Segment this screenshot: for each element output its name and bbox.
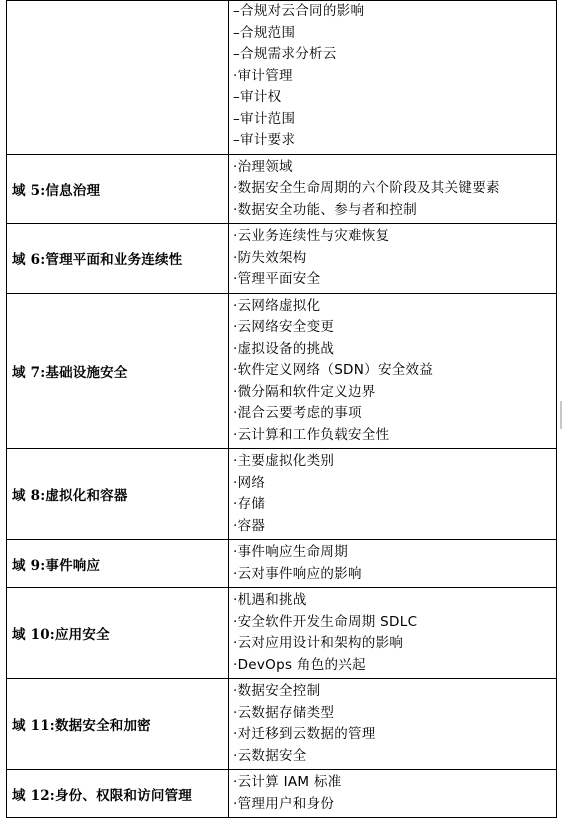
topic-item: ·数据安全生命周期的六个阶段及其关键要素: [233, 180, 500, 196]
topic-item: ·软件定义网络（SDN）安全效益: [233, 362, 434, 378]
topic-item: ·防失效架构: [233, 249, 307, 266]
topic-item: –审计范围: [233, 110, 296, 127]
table-row-continued: [7, 1, 557, 155]
domain-cell: [7, 449, 229, 540]
topic-item: ·治理领域: [233, 158, 293, 175]
topic-item: ·安全软件开发生命周期 SDLC: [233, 613, 418, 630]
topic-item: ·云数据存储类型: [233, 704, 335, 721]
domains-table: [6, 0, 557, 818]
table-row-domain-10: [7, 588, 557, 679]
topic-item: ·机遇和挑战: [233, 592, 307, 608]
topic-item: ·云计算 IAM 标准: [233, 774, 342, 790]
table-row-domain-9: [7, 540, 557, 588]
topic-item: ·数据安全功能、参与者和控制: [233, 201, 417, 218]
topics-cell: [229, 540, 557, 588]
topic-item: ·云对应用设计和架构的影响: [233, 635, 404, 651]
topics-cell: [229, 1, 557, 155]
domain-name: 域 5:信息治理: [12, 182, 101, 199]
topic-item: ·管理用户和身份: [233, 795, 335, 812]
domain-name: 域 7:基础设施安全: [12, 364, 128, 381]
domain-cell: [7, 588, 229, 679]
topic-item: ·DevOps 角色的兴起: [233, 656, 366, 673]
topic-item: ·对迁移到云数据的管理: [233, 726, 376, 742]
table-row-domain-5: [7, 154, 557, 224]
topic-item: ·云数据安全: [233, 747, 307, 764]
domain-name: 域 10:应用安全: [12, 627, 110, 643]
topic-item: ·容器: [233, 517, 266, 534]
domain-name: 域 8:虚拟化和容器: [12, 488, 128, 504]
topic-item: ·网络: [233, 474, 266, 491]
topics-cell: [229, 588, 557, 679]
topics-cell: [229, 679, 557, 770]
topic-item: ·审计管理: [233, 67, 293, 84]
table-row-domain-8: [7, 449, 557, 540]
topics-cell: [229, 293, 557, 449]
topics-cell: [229, 154, 557, 224]
topic-item: ·云计算和工作负载安全性: [233, 426, 390, 443]
topic-item: ·微分隔和软件定义边界: [233, 383, 376, 400]
table-row-domain-11: [7, 679, 557, 770]
topic-item: ·事件响应生命周期: [233, 544, 348, 560]
table-row-domain-12: [7, 770, 557, 818]
topic-item: –审计权: [233, 89, 282, 105]
topic-item: ·主要虚拟化类别: [233, 453, 335, 469]
domain-cell: [7, 154, 229, 224]
topic-item: –合规范围: [233, 24, 296, 41]
domain-cell: [7, 224, 229, 294]
topic-item: ·云业务连续性与灾难恢复: [233, 228, 390, 244]
topic-item: ·混合云要考虑的事项: [233, 405, 362, 421]
domain-cell: [7, 293, 229, 449]
topic-item: ·存储: [233, 496, 266, 512]
domain-cell: [7, 770, 229, 818]
topics-cell: [229, 449, 557, 540]
topic-item: ·数据安全控制: [233, 683, 321, 699]
topic-item: ·云网络安全变更: [233, 319, 335, 335]
table-row-domain-7: [7, 293, 557, 449]
domain-name: 域 11:数据安全和加密: [12, 718, 151, 734]
topic-item: ·管理平面安全: [233, 271, 321, 287]
topic-item: –审计要求: [233, 132, 296, 148]
topic-item: ·虚拟设备的挑战: [233, 340, 335, 357]
domain-cell: [7, 679, 229, 770]
topic-item: –合规需求分析云: [233, 46, 337, 62]
domain-cell: [7, 1, 229, 155]
topic-item: ·云网络虚拟化: [233, 297, 321, 314]
domain-cell: [7, 540, 229, 588]
domain-name: 域 6:管理平面和业务连续性: [12, 252, 183, 269]
document-page: [6, 0, 554, 818]
topics-cell: [229, 224, 557, 294]
topic-item: ·云对事件响应的影响: [233, 565, 362, 582]
topic-item: –合规对云合同的影响: [233, 3, 365, 19]
domain-name: 域 12:身份、权限和访问管理: [12, 787, 192, 804]
table-row-domain-6: [7, 224, 557, 294]
topics-cell: [229, 770, 557, 818]
domain-name: 域 9:事件响应: [12, 557, 101, 574]
